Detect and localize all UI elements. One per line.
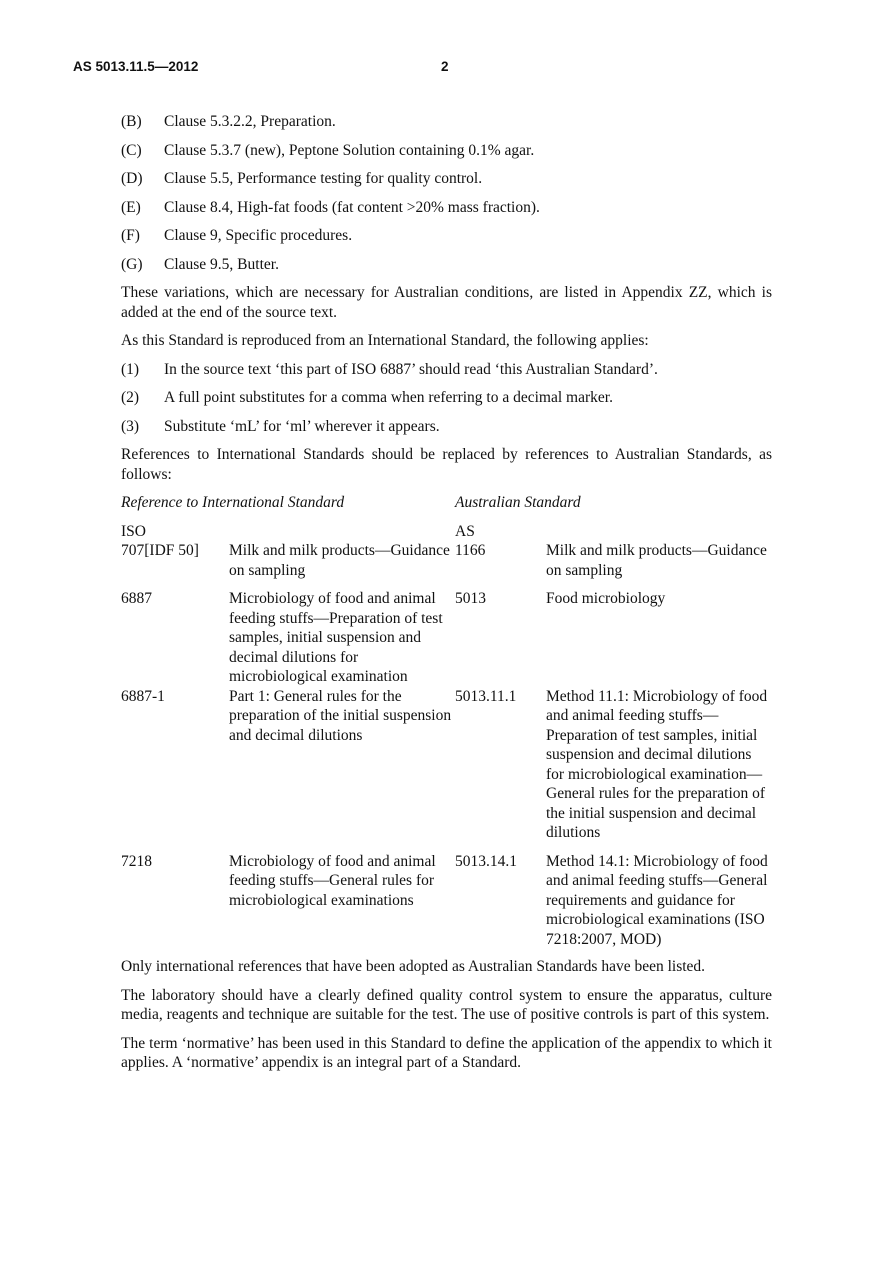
- list-item-text: Clause 5.3.7 (new), Peptone Solution containing 0.1% agar.: [164, 141, 535, 159]
- list-item: [121, 360, 772, 380]
- iso-number: 7218: [121, 852, 152, 870]
- list-item-text: Clause 9, Specific procedures.: [164, 227, 353, 244]
- empty-cell: [546, 522, 772, 542]
- list-item-text: Clause 5.3.2.2, Preparation.: [164, 113, 336, 130]
- list-item-label: (C): [121, 141, 142, 159]
- variations-paragraph: These variations, which are necessary for Australian conditions, are listed in Appendix ZZ, which is added at the end of the source text.: [121, 284, 772, 321]
- iso-title: Milk and milk products—Guidance on sampling: [229, 542, 450, 579]
- list-item-label: (B): [121, 113, 142, 130]
- page-number: 2: [441, 59, 449, 74]
- list-item-label: (1): [121, 360, 140, 378]
- list-item: [121, 112, 772, 132]
- list-item-text: In the source text ‘this part of ISO 6887’ should read ‘this Australian Standard’.: [164, 360, 658, 378]
- reproduced-paragraph: As this Standard is reproduced from an International Standard, the following applies:: [121, 332, 649, 349]
- list-item: [121, 169, 772, 189]
- list-item-text: Clause 8.4, High-fat foods (fat content >20% mass fraction).: [164, 198, 540, 216]
- international-heading: Reference to International Standard: [121, 494, 345, 511]
- as-number: 5013.14.1: [455, 852, 517, 870]
- as-title: Milk and milk products—Guidance on sampling: [546, 542, 767, 579]
- table-header-row: [121, 522, 772, 542]
- list-item-label: (2): [121, 389, 140, 406]
- normative-paragraph: The term ‘normative’ has been used in this Standard to define the application of the appendix to which it applies. A ‘normative’ appendix is an integral part of a Standard.: [121, 1034, 772, 1071]
- as-title: Method 14.1: Microbiology of food and animal feeding stuffs—General requirements and guidance for microbiological examinations (ISO 7218:2007, MOD): [546, 852, 768, 948]
- iso-number: 707[IDF 50]: [121, 542, 199, 559]
- list-item-label: (3): [121, 417, 140, 435]
- iso-title: Microbiology of food and animal feeding stuffs—Preparation of test samples, initial suspension and decimal dilutions for microbiological examination: [229, 590, 443, 685]
- empty-cell: [229, 522, 455, 542]
- reference-table: [121, 522, 772, 950]
- list-item-label: (G): [121, 255, 143, 273]
- as-column-header: AS: [455, 522, 475, 540]
- iso-title: Part 1: General rules for the preparation of the initial suspension and decimal dilutions: [229, 687, 452, 744]
- table-row: [121, 687, 772, 852]
- list-item: [121, 226, 772, 246]
- iso-number: 6887: [121, 590, 152, 607]
- iso-column-header: ISO: [121, 522, 146, 540]
- only-paragraph: Only international references that have been adopted as Australian Standards have been listed.: [121, 958, 706, 975]
- list-item: [121, 388, 772, 408]
- as-number: 5013.11.1: [455, 687, 517, 705]
- document-body: [121, 112, 772, 1082]
- list-item-text: Substitute ‘mL’ for ‘ml’ wherever it appears.: [164, 417, 440, 435]
- references-paragraph: References to International Standards should be replaced by references to Australian Standards, as follows:: [121, 446, 772, 483]
- list-item-label: (E): [121, 198, 141, 216]
- laboratory-paragraph: The laboratory should have a clearly defined quality control system to ensure the apparatus, culture media, reagents and technique are suitable for the test. The use of positive controls is part of this system.: [121, 986, 772, 1023]
- list-item: [121, 141, 772, 161]
- as-number: 1166: [455, 542, 486, 559]
- list-item-text: Clause 9.5, Butter.: [164, 255, 279, 273]
- iso-title: Microbiology of food and animal feeding stuffs—General rules for microbiological examinations: [229, 852, 436, 909]
- standard-id: AS 5013.11.5—2012: [73, 59, 199, 74]
- as-number: 5013: [455, 590, 486, 607]
- as-title: Method 11.1: Microbiology of food and animal feeding stuffs—Preparation of test samples, initial suspension and decimal dilutions for microbiological examination—General rules for the preparation of the initial suspension and decimal dilutions: [546, 687, 768, 841]
- list-item-label: (F): [121, 227, 140, 244]
- list-item-label: (D): [121, 170, 143, 187]
- table-row: [121, 541, 772, 589]
- list-item-text: Clause 5.5, Performance testing for quality control.: [164, 170, 483, 187]
- iso-number: 6887-1: [121, 687, 165, 705]
- australian-heading: Australian Standard: [455, 494, 581, 511]
- reference-table-headings: [121, 493, 772, 513]
- table-row: [121, 589, 772, 687]
- as-title: Food microbiology: [546, 590, 666, 607]
- list-item-text: A full point substitutes for a comma when referring to a decimal marker.: [164, 389, 613, 406]
- list-item: [121, 417, 772, 437]
- list-item: [121, 198, 772, 218]
- list-item: [121, 255, 772, 275]
- table-row: [121, 852, 772, 950]
